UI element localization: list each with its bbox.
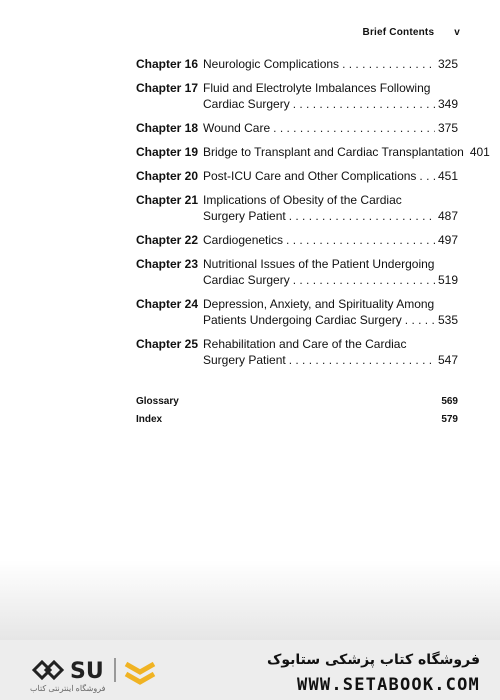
chapter-title-line: Fluid and Electrolyte Imbalances Following (203, 81, 431, 95)
chapter-title: Surgery Patient (203, 209, 286, 223)
toc-entry (136, 80, 458, 112)
page-number: 497 (437, 233, 458, 247)
dot-leader (289, 208, 435, 224)
running-head (363, 27, 460, 38)
toc-entry (136, 192, 458, 224)
dot-leader (273, 120, 435, 136)
logo-subtitle: فروشگاه اینترنتی کتاب (30, 684, 106, 693)
toc-entry (136, 168, 458, 184)
dot-leader (293, 96, 435, 112)
store-name: فروشگاه کتاب پزشکی ستابوک (267, 652, 480, 668)
chapter-number: Chapter 22 (136, 233, 199, 247)
page-number: 547 (437, 353, 458, 367)
dot-leader (286, 232, 435, 248)
chapter-number: Chapter 16 (136, 57, 199, 71)
chapter-title: Neurologic Complications (203, 57, 340, 71)
toc-entry (136, 296, 458, 328)
chapter-title: Post-ICU Care and Other Complications (203, 169, 417, 183)
back-matter-page: 569 (441, 396, 458, 407)
back-matter-row (136, 395, 458, 409)
chapter-number: Chapter 19 (136, 145, 199, 159)
store-website[interactable]: WWW.SETABOOK.COM (297, 675, 480, 695)
running-head-page: v (454, 27, 460, 38)
chapter-number: Chapter 24 (136, 297, 199, 311)
chapter-title: Cardiac Surgery (203, 273, 290, 287)
chapter-title: Cardiac Surgery (203, 97, 290, 111)
chapter-number: Chapter 25 (136, 337, 199, 351)
chapter-title: Patients Undergoing Cardiac Surgery (203, 313, 402, 327)
page-number: 519 (437, 273, 458, 287)
chapter-title: Surgery Patient (203, 353, 286, 367)
page-number: 487 (437, 209, 458, 223)
chapter-number: Chapter 18 (136, 121, 199, 135)
back-matter-list (136, 395, 458, 431)
toc-entry (136, 120, 458, 136)
table-of-contents (136, 56, 490, 376)
toc-entry (136, 256, 458, 288)
back-matter-label: Index (136, 414, 163, 425)
toc-entry (136, 336, 458, 368)
back-matter-label: Glossary (136, 396, 179, 407)
dot-leader (405, 312, 435, 328)
chapter-title-line: Depression, Anxiety, and Spirituality Among (203, 297, 435, 311)
store-banner (0, 640, 500, 700)
chapter-number: Chapter 20 (136, 169, 199, 183)
page-bottom-shadow (0, 560, 500, 640)
page-number: 535 (437, 313, 458, 327)
dot-leader (293, 272, 435, 288)
chapter-title-line: Implications of Obesity of the Cardiac (203, 193, 402, 207)
chapter-number: Chapter 21 (136, 193, 199, 207)
dot-leader (419, 168, 435, 184)
page-number: 325 (437, 57, 458, 71)
chapter-title: Wound Care (203, 121, 271, 135)
toc-entry (136, 232, 458, 248)
page-number: 451 (437, 169, 458, 183)
dot-leader (342, 56, 435, 72)
toc-entry (136, 144, 490, 160)
page-number: 401 (469, 145, 490, 159)
chapter-title: Bridge to Transplant and Cardiac Transplantation (203, 145, 464, 159)
chapter-number: Chapter 17 (136, 81, 199, 95)
chapter-title: Cardiogenetics (203, 233, 284, 247)
dot-leader (289, 352, 435, 368)
chapter-title-line: Rehabilitation and Care of the Cardiac (203, 337, 407, 351)
toc-entry (136, 56, 458, 72)
page-number: 349 (437, 97, 458, 111)
page-number: 375 (437, 121, 458, 135)
chapter-title-line: Nutritional Issues of the Patient Undergoing (203, 257, 435, 271)
svg-text:SU: SU (70, 659, 104, 684)
running-head-title: Brief Contents (362, 27, 435, 38)
chapter-number: Chapter 23 (136, 257, 199, 271)
back-matter-page: 579 (441, 414, 458, 425)
back-matter-row (136, 413, 458, 427)
